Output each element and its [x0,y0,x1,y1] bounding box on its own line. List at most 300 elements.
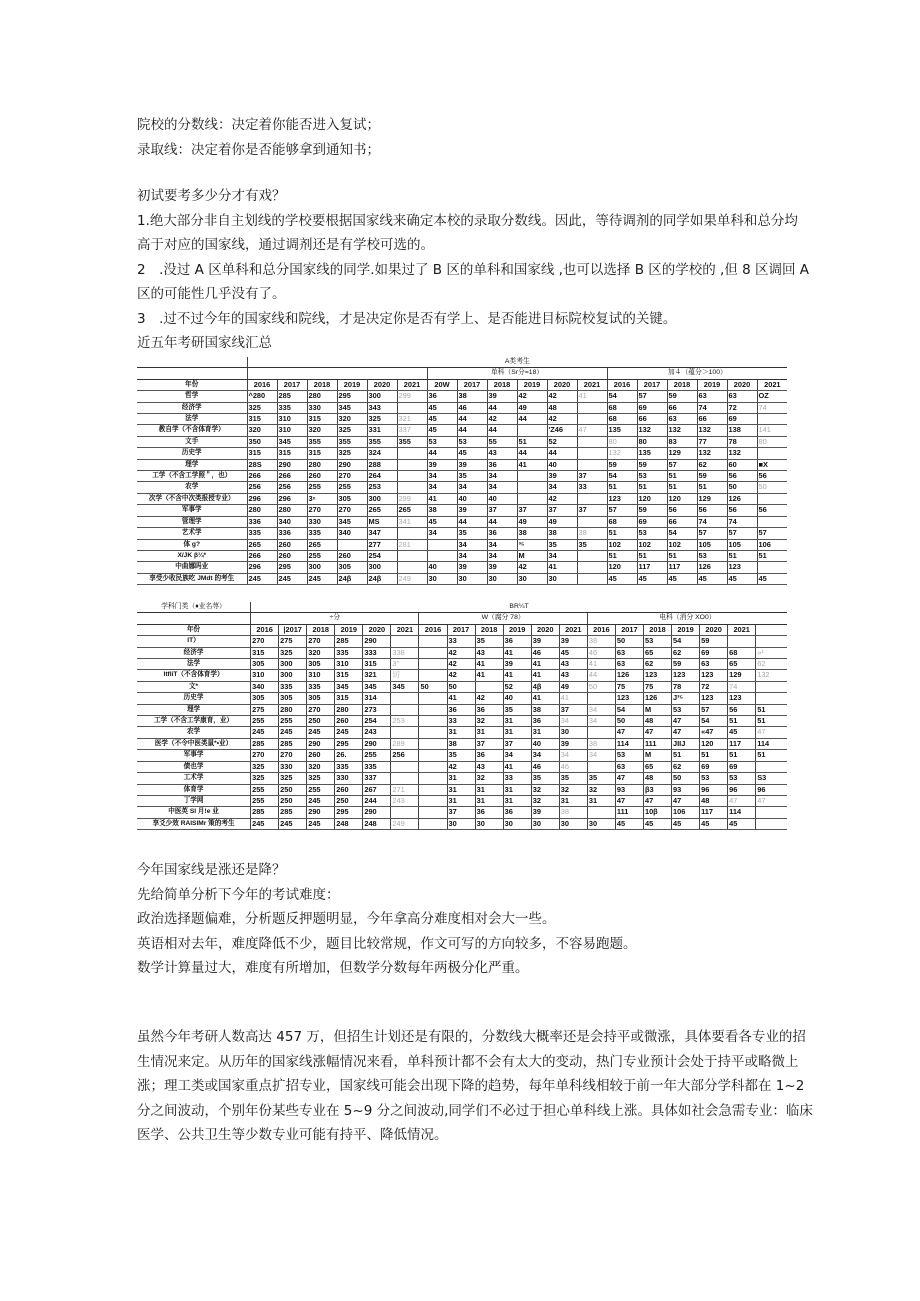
year-cell: 2021 [757,379,787,390]
table-cell: 40 [503,693,531,704]
table-cell: 40 [531,738,559,749]
table-cell: 245 [251,818,279,829]
table-header-row [137,602,787,613]
table-cell: 41 [503,647,531,658]
table-cell: 51 [756,716,787,727]
table-row [137,402,787,413]
table-cell: 270 [337,505,367,516]
table-cell: 34 [427,482,457,493]
table-cell [419,818,447,829]
row-label: 工学（不含工学康育，业） [137,716,251,727]
table-row [137,693,787,704]
table-cell: 245 [277,573,307,584]
table-cell [419,727,447,738]
table-cell: 320 [247,425,277,436]
table-cell: 35 [531,773,559,784]
table-cell: 38 [587,738,615,749]
year-cell: 2016 [587,624,615,635]
table-cell: 51 [727,550,757,561]
table-cell: 295 [337,391,367,402]
section-3 [137,1025,813,1148]
table-cell: 44 [487,402,517,413]
table-cell [756,636,787,647]
table-cell [419,761,447,772]
table-cell: 250 [335,795,363,806]
table-cell: 36 [475,807,503,818]
row-label: 军事学 [137,505,247,516]
table-cell: 44 [457,425,487,436]
table-cell: 96 [728,784,756,795]
table-cell: 39 [457,505,487,516]
table-cell [475,681,503,692]
table-cell: 37 [475,738,503,749]
table-cell: 43 [559,659,587,670]
year-cell: 2017 [637,379,667,390]
table-cell: 325 [279,773,307,784]
table-cell: M [517,550,547,561]
table-cell: 36 [427,391,457,402]
table-cell: 320 [307,761,335,772]
table-cell [728,636,756,647]
table-cell: 39 [487,391,517,402]
table-subheader: ÷分 [251,613,419,624]
table-cell: 56 [757,505,787,516]
table-cell: 285 [279,807,307,818]
table-cell: 56 [727,471,757,482]
table-row [137,482,787,493]
table-cell: JIIJ [672,738,700,749]
text-line: 高于对应的国家线，通过调剂还是有学校可选的。 [137,237,434,253]
table-cell: 51 [728,750,756,761]
table-cell: 132 [697,425,727,436]
table-row [137,505,787,516]
table-cell: 335 [363,761,391,772]
year-cell: 2021 [397,379,427,390]
table-cell [427,550,457,561]
table-cell: 74 [757,402,787,413]
table-row [137,659,787,670]
table-cell: 41 [503,670,531,681]
table-cell: 55 [487,436,517,447]
table-cell: 336 [277,528,307,539]
table-cell: 123 [700,693,728,704]
table-cell: 47 [728,795,756,806]
table-cell: 132 [607,448,637,459]
row-label: 法学 [137,414,247,425]
table-cell: 96 [756,784,787,795]
table-cell: 51 [697,482,727,493]
table-cell [577,402,607,413]
row-label: 教自学（不含体育学） [137,425,247,436]
table-cell: 250 [279,784,307,795]
table-cell: 245 [279,727,307,738]
table-cell: 75 [615,681,643,692]
table-cell: 355 [397,436,427,447]
table-cell: 39 [457,562,487,573]
text-line: 先给简单分析下今年的考试难度： [137,886,340,903]
table-cell: 51 [672,750,700,761]
table-cell: 80 [757,436,787,447]
table-cell: 54 [607,471,637,482]
table-cell: 32 [475,773,503,784]
table-cell: M [643,704,671,715]
table-cell: 44 [517,448,547,459]
table-cell: 74 [728,681,756,692]
year-cell: 2018 [667,379,697,390]
table-cell: 50 [419,681,447,692]
table-cell: 57 [727,528,757,539]
table-cell: 42 [487,414,517,425]
table-cell: 129 [697,493,727,504]
table-cell: 74 [697,402,727,413]
table-cell: 270 [279,750,307,761]
table-cell: 273 [363,704,391,715]
table-cell: 41 [531,659,559,670]
table-cell: 4β [531,681,559,692]
table-cell: 41 [559,693,587,704]
table-cell: 132 [756,670,787,681]
table-cell: 34 [487,550,517,561]
row-label: 医学（不令中医类鼠*•业） [137,738,251,749]
table-cell: ^280 [247,391,277,402]
table-cell: 37 [577,505,607,516]
table-cell: 56 [728,704,756,715]
table-cell: M [643,750,671,761]
table-cell: 42 [447,761,475,772]
table-cell: 295 [335,738,363,749]
table-cell: 41 [547,562,577,573]
table-cell: 35 [587,773,615,784]
table-cell: 345 [277,436,307,447]
table-cell [419,670,447,681]
table-cell: 345 [337,402,367,413]
table-row [137,818,787,829]
table-cell: 63 [615,647,643,658]
table-cell: 51 [667,482,697,493]
table-cell: 288 [367,459,397,470]
table-cell: 35 [457,528,487,539]
row-label: 艺术学 [137,528,247,539]
table-cell: 51 [607,528,637,539]
table-cell: 32 [475,716,503,727]
table-cell [587,693,615,704]
year-cell: 2019 [697,379,727,390]
table-cell: 36 [447,704,475,715]
text-line: 政治选择题偏难，分析题反押题明显，今年拿高分难度相对会大一些。 [137,911,556,927]
table-subheader: 电科（消分 XO0） [587,613,787,624]
table-cell [419,647,447,658]
table-cell: 275 [279,636,307,647]
table-cell: 105 [727,539,757,550]
table-cell: 245 [307,727,335,738]
table-cell: 33 [577,482,607,493]
table-cell: 280 [247,505,277,516]
table-cell [757,493,787,504]
year-cell: 2020 [700,624,728,635]
table-cell [419,738,447,749]
table-cell: 53 [643,636,671,647]
table-cell: 330 [307,402,337,413]
table-cell: 255 [363,750,391,761]
table-cell: 53 [637,528,667,539]
table-cell: OZ [757,391,787,402]
table-cell: 330 [307,516,337,527]
table-cell: 256 [391,750,419,761]
table-group-title: A类考生 [247,357,787,368]
table-cell: 290 [363,738,391,749]
table-cell: 51 [607,482,637,493]
table-cell: 117 [637,562,667,573]
table-cell: 78 [672,681,700,692]
table-cell: 37 [577,471,607,482]
table-cell [397,562,427,573]
table-cell: 295 [277,562,307,573]
table-cell: 48 [643,716,671,727]
table-cell: 42 [547,391,577,402]
table-cell: 265 [307,539,337,550]
year-cell: 2016 [251,624,279,635]
table-cell: 49 [547,516,577,527]
table-cell: 355 [337,436,367,447]
year-cell [756,624,787,635]
text-line: 院校的分数线：决定着你能否进入复试； [137,117,380,133]
table-cell: 69 [700,761,728,772]
table-cell: 335 [335,647,363,658]
table-cell: 53 [697,550,727,561]
year-cell: 2019 [672,624,700,635]
table-cell: 47 [756,727,787,738]
year-cell: 2017 [447,624,475,635]
table-cell: 65 [643,647,671,658]
table-cell [419,784,447,795]
table-cell: 41 [531,670,559,681]
table-cell: 250 [279,795,307,806]
table-cell: 32 [587,784,615,795]
table-cell [391,807,419,818]
table-cell: 31 [447,727,475,738]
table-cell: 69 [727,414,757,425]
year-cell: 2021 [391,624,419,635]
table-cell: 321 [397,414,427,425]
year-cell: 2019 [335,624,363,635]
table-cell: 51 [700,750,728,761]
table-cell [397,459,427,470]
table-cell: 270 [251,636,279,647]
table-cell: 341 [397,516,427,527]
table-cell: 333 [363,647,391,658]
table-cell: 46 [531,761,559,772]
table-cell: 270 [337,471,367,482]
table-blank-cell [247,368,427,379]
table-row [137,738,787,749]
table-cell [577,414,607,425]
row-label: 管理学 [137,516,247,527]
table-cell: 30 [517,573,547,584]
table-cell: 'Z46 [547,425,577,436]
table-cell: 254 [367,550,397,561]
table-cell: 42 [547,493,577,504]
table-cell: 53 [637,471,667,482]
table-cell [427,539,457,550]
text-line: 医学、公共卫生等少数专业可能有持平、降低情况。 [137,1127,448,1143]
table-cell: 338 [391,647,419,658]
row-label: 体育学 [137,784,251,795]
table-cell: 126 [643,693,671,704]
table-cell: 264 [367,471,397,482]
section-1 [137,184,810,356]
table-cell: 266 [247,550,277,561]
table-row [137,727,787,738]
table-cell: 30 [447,818,475,829]
table-cell: 117 [700,807,728,818]
table-cell: 44 [427,448,457,459]
table-row [137,573,787,584]
table-cell [577,573,607,584]
table-cell: 325 [367,414,397,425]
row-label: 理学 [137,704,251,715]
table-cell: 59 [637,459,667,470]
table-cell: 68 [607,402,637,413]
table-row [137,704,787,715]
table-cell: 337 [397,425,427,436]
table-cell: 305 [337,562,367,573]
table-subheader-row [137,613,787,624]
table-cell: 68 [728,647,756,658]
year-cell: 2018 [475,624,503,635]
table-cell: 320 [307,425,337,436]
table-cell: 50 [615,636,643,647]
table-cell: 49 [517,516,547,527]
table-cell [397,550,427,561]
table-cell: 42 [475,693,503,704]
year-cell: 2021 [728,624,756,635]
score-table-a [137,357,787,585]
table-cell: 54 [607,391,637,402]
table-cell: 53 [615,750,643,761]
table-cell: 315 [247,448,277,459]
table-cell: 63 [700,659,728,670]
table-cell: 83 [667,436,697,447]
table-cell: 255 [279,716,307,727]
table-cell: 31 [475,795,503,806]
table-cell: 255 [337,482,367,493]
table-cell: 245 [335,727,363,738]
table-cell: 37 [547,505,577,516]
table-cell: 335 [307,528,337,539]
text-line: 虽然今年考研人数高达 457 万，但招生计划还是有限的，分数线大概率还是会持平或微涨，具体要看各专业的招 [137,1029,806,1045]
table-corner-cell [137,357,247,368]
year-cell: 2020 [727,379,757,390]
table-cell: 34 [503,750,531,761]
table-corner-cell [137,613,251,624]
table-cell: 281 [397,539,427,550]
table-cell: 270 [307,704,335,715]
table-cell: 256 [247,482,277,493]
table-cell: 30 [503,818,531,829]
year-cell: 2018 [487,379,517,390]
table-cell: 355 [307,436,337,447]
table-cell: 53 [427,436,457,447]
table-row [137,795,787,806]
table-cell: 280 [277,505,307,516]
year-cell: 2021 [577,379,607,390]
year-cell: 2020 [547,379,577,390]
table-cell: 31 [475,784,503,795]
table-cell: 45 [427,402,457,413]
table-cell: 315 [335,670,363,681]
table-cell: 39 [503,659,531,670]
table-cell: 249 [391,818,419,829]
table-cell: 45 [700,818,728,829]
table-cell: 340 [277,516,307,527]
table-cell: 120 [637,493,667,504]
table-cell: 102 [667,539,697,550]
table-cell: 39 [531,807,559,818]
table-cell: «47 [700,727,728,738]
table-cell: 265 [367,505,397,516]
table-cell: 46 [531,647,559,658]
table-cell: 300 [279,659,307,670]
table-cell [577,436,607,447]
table-cell: 305 [307,693,335,704]
table-cell: 35 [547,539,577,550]
table-cell: 31 [559,795,587,806]
table-cell: ³⁵ [517,539,547,550]
table-cell: 36 [487,528,517,539]
table-cell: 66 [697,414,727,425]
year-label: 年份 [137,624,251,635]
table-cell: 93 [672,784,700,795]
row-label: 历史学 [137,693,251,704]
table-cell: 270 [307,636,335,647]
table-cell: 59 [607,459,637,470]
table-cell: 33 [503,773,531,784]
table-cell: 57 [757,528,787,539]
table-cell: 62 [672,761,700,772]
table-cell: 330 [335,773,363,784]
table-cell: 36 [475,704,503,715]
table-cell: 40 [427,562,457,573]
table-cell [397,482,427,493]
table-cell: 37 [487,505,517,516]
table-cell: 50 [587,681,615,692]
table-cell: S3 [756,773,787,784]
table-cell: 59 [672,659,700,670]
row-label: IT） [137,636,251,647]
table-cell: 324 [367,448,397,459]
table-cell: 31 [503,795,531,806]
table-cell: 33 [447,636,475,647]
table-cell: 285 [251,738,279,749]
table-cell: 45 [427,414,457,425]
row-label: 工术学 [137,773,251,784]
table-cell: 36 [531,716,559,727]
table-cell: 315 [335,693,363,704]
table-cell: 37 [447,807,475,818]
table-cell: 51 [517,436,547,447]
table-row [137,414,787,425]
table-cell: 243 [363,727,391,738]
table-cell: 96 [700,784,728,795]
table-cell: 300 [279,670,307,681]
table-cell: 120 [607,562,637,573]
table-cell: 305 [307,659,335,670]
table-cell: 43 [559,670,587,681]
table-cell: 42 [447,670,475,681]
table-cell: 305 [279,693,307,704]
table-cell: 45 [728,727,756,738]
table-row [137,391,787,402]
